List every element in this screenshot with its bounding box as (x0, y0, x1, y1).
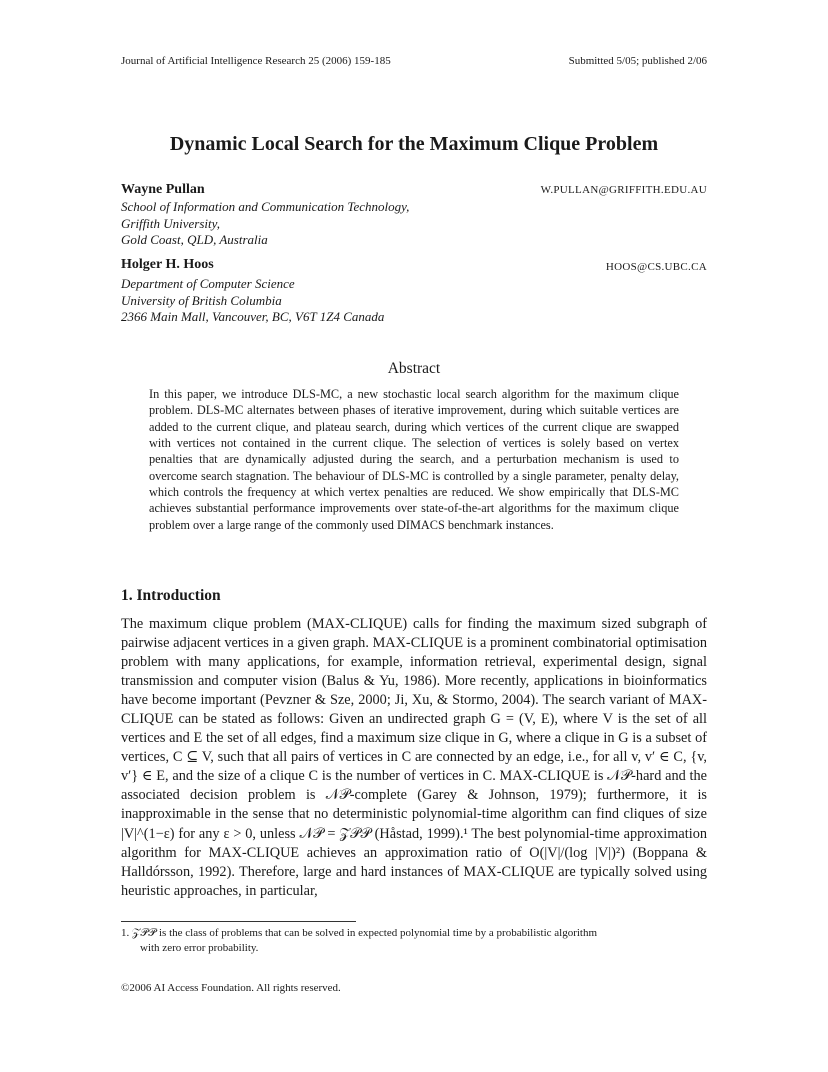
author-email: W.PULLAN@GRIFFITH.EDU.AU (540, 184, 707, 196)
affiliation-line: Department of Computer Science (121, 276, 295, 291)
footnote-rule (121, 921, 356, 922)
submission-dates: Submitted 5/05; published 2/06 (568, 55, 707, 67)
affiliation-line: Griffith University, (121, 215, 220, 231)
author-affiliation (121, 276, 384, 326)
affiliation-line: Gold Coast, QLD, Australia (121, 232, 268, 247)
footnote (121, 926, 707, 956)
footnote-text: 𝒵𝒫𝒫 is the class of problems that can be solved in expected polynomial time by a probabilistic algorithm (132, 927, 598, 939)
abstract-heading: Abstract (387, 360, 441, 377)
affiliation-line: 2366 Main Mall, Vancouver, BC, V6T 1Z4 Canada (121, 309, 385, 324)
affiliation-line: University of British Columbia (121, 292, 282, 308)
section-body-text: The maximum clique problem (MAX-CLIQUE) calls for finding the maximum sized subgraph of pairwise adjacent vertices in a given graph. MAX-CLIQUE is a prominent combinatorial optimisation problem with many applications, for example, information retrieval, experimental design, signal transmission and computer vision (Balus & Yu, 1986). More recently, applications in bioinformatics have become important (Pevzner & Sze, 2000; Ji, Xu, & Stormo, 2004). The search variant of MAX-CLIQUE can be stated as follows: Given an undirected graph G = (V, E), where V is the set of all vertices and E the set of all edges, find a maximum size clique in G, where a clique in G is a subset of vertices, C ⊆ V, such that all pairs of vertices in C are connected by an edge, i.e., for all v, v′ ∈ C, {v, v′} ∈ E, and the size of a clique C is the number of vertices in C. MAX-CLIQUE is 𝒩𝒫-hard and the associated decision problem is 𝒩𝒫-complete (Garey & Johnson, 1979); furthermore, it is inapproximable in the sense that no deterministic polynomial-time algorithm can find cliques of size |V|^(1−ε) for any ε > 0, unless 𝒩𝒫 = 𝒵𝒫𝒫 (Håstad, 1999).¹ The best polynomial-time approximation algorithm for MAX-CLIQUE achieves an approximation ratio of O(|V|/(log |V|)²) (Boppana & Halldórsson, 1992). Therefore, large and hard instances of MAX-CLIQUE are typically solved using heuristic approaches, in particular, (121, 616, 707, 899)
footnote-marker: 1. (121, 927, 130, 939)
author-name: Holger H. Hoos (121, 257, 214, 272)
author-affiliation (121, 199, 409, 249)
section-heading: 1. Introduction (121, 587, 221, 604)
paper-title: Dynamic Local Search for the Maximum Clique Problem (169, 133, 659, 155)
copyright-notice: ©2006 AI Access Foundation. All rights reserved. (121, 982, 341, 994)
footnote-text-continued: with zero error probability. (140, 942, 259, 954)
abstract-text: In this paper, we introduce DLS-MC, a new stochastic local search algorithm for the maximum clique problem. DLS-MC alternates between phases of iterative improvement, during which suitable vertices are added to the current clique, and plateau search, during which vertices of the current clique are swapped with vertices not contained in the current clique. The selection of vertices is solely based on vertex penalties that are dynamically adjusted during the search, and a perturbation mechanism is used to overcome search stagnation. The behaviour of DLS-MC is controlled by a single parameter, penalty delay, which controls the frequency at which vertex penalties are reduced. We show empirically that DLS-MC achieves substantial performance improvements over state-of-the-art algorithms for the maximum clique problem over a large range of the commonly used DIMACS benchmark instances. (149, 387, 679, 532)
author-email: HOOS@CS.UBC.CA (605, 261, 707, 273)
author-name: Wayne Pullan (121, 182, 205, 197)
affiliation-line: School of Information and Communication Technology, (121, 199, 410, 214)
journal-header: Journal of Artificial Intelligence Research 25 (2006) 159-185 (121, 55, 391, 67)
